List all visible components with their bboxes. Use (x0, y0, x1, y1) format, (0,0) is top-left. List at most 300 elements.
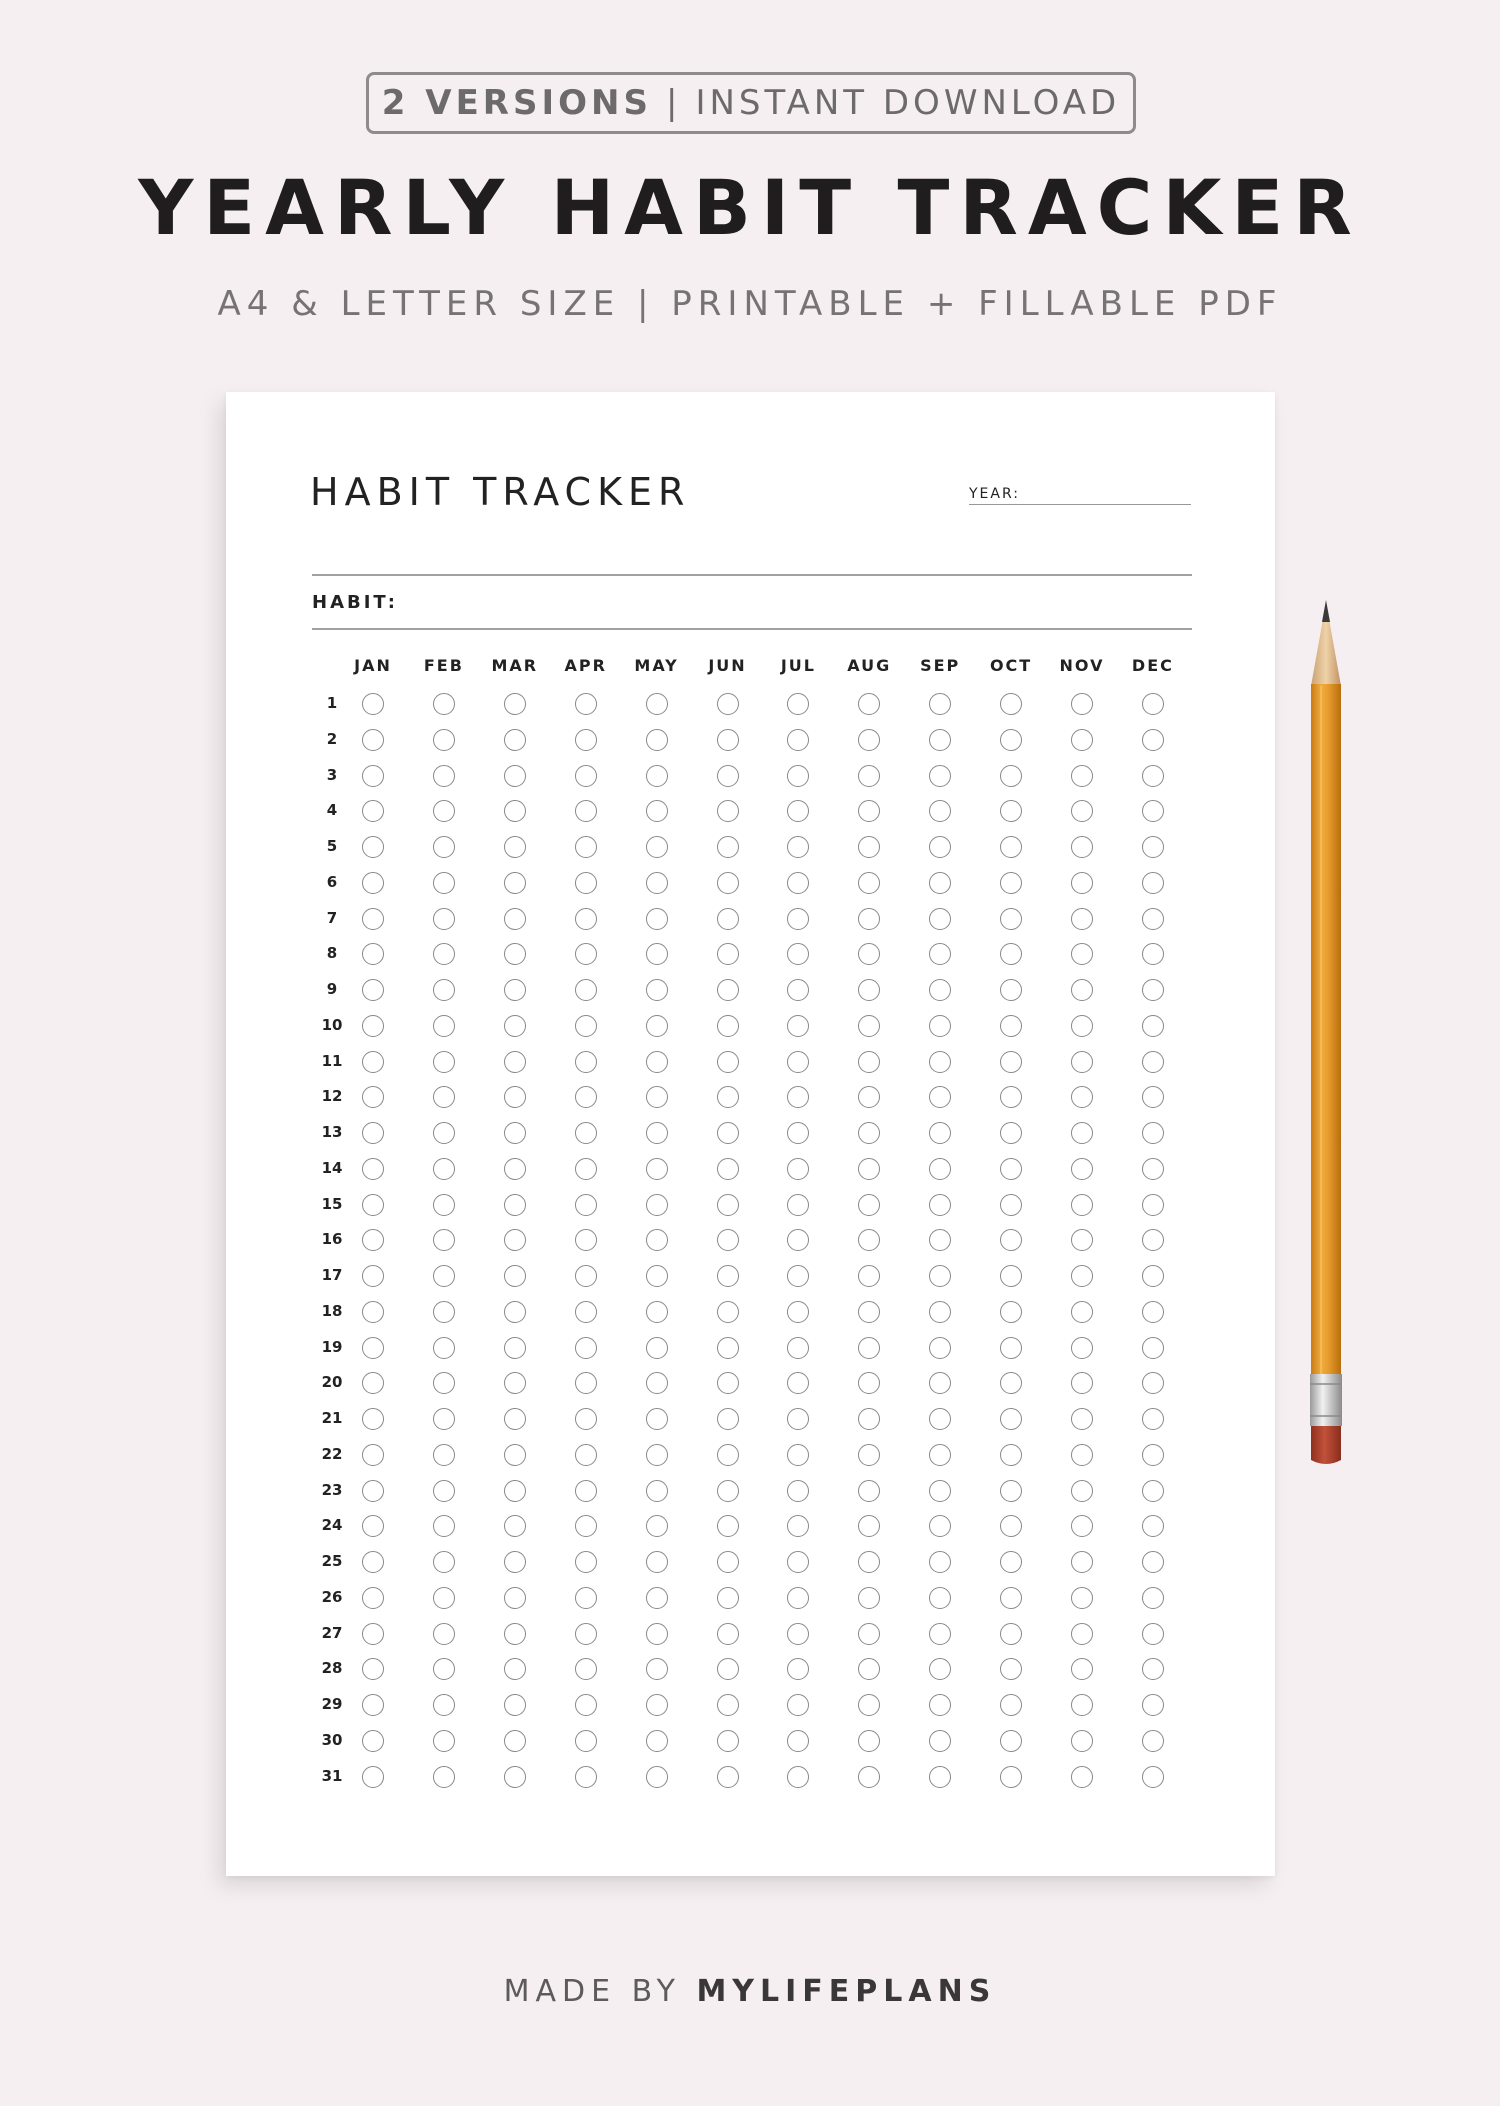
habit-checkbox[interactable] (1071, 1587, 1093, 1609)
habit-checkbox[interactable] (362, 1623, 384, 1645)
habit-checkbox[interactable] (1071, 1265, 1093, 1287)
habit-checkbox[interactable] (575, 1730, 597, 1752)
habit-checkbox[interactable] (504, 1086, 526, 1108)
habit-checkbox[interactable] (575, 1337, 597, 1359)
habit-checkbox[interactable] (858, 943, 880, 965)
habit-checkbox[interactable] (929, 1694, 951, 1716)
habit-checkbox[interactable] (504, 729, 526, 751)
habit-checkbox[interactable] (787, 1158, 809, 1180)
habit-checkbox[interactable] (433, 1730, 455, 1752)
habit-checkbox[interactable] (929, 1086, 951, 1108)
habit-checkbox[interactable] (717, 1658, 739, 1680)
habit-checkbox[interactable] (575, 1408, 597, 1430)
habit-checkbox[interactable] (1000, 872, 1022, 894)
habit-checkbox[interactable] (362, 1766, 384, 1788)
habit-checkbox[interactable] (362, 765, 384, 787)
habit-checkbox[interactable] (858, 693, 880, 715)
habit-checkbox[interactable] (433, 693, 455, 715)
habit-checkbox[interactable] (858, 836, 880, 858)
habit-checkbox[interactable] (1000, 1194, 1022, 1216)
habit-checkbox[interactable] (1000, 1372, 1022, 1394)
habit-checkbox[interactable] (646, 1515, 668, 1537)
habit-checkbox[interactable] (433, 908, 455, 930)
habit-checkbox[interactable] (575, 693, 597, 715)
habit-checkbox[interactable] (362, 1051, 384, 1073)
habit-checkbox[interactable] (433, 1658, 455, 1680)
habit-checkbox[interactable] (575, 1372, 597, 1394)
habit-checkbox[interactable] (929, 1408, 951, 1430)
habit-checkbox[interactable] (787, 1480, 809, 1502)
habit-checkbox[interactable] (858, 1766, 880, 1788)
habit-checkbox[interactable] (929, 872, 951, 894)
habit-checkbox[interactable] (858, 1051, 880, 1073)
habit-checkbox[interactable] (504, 765, 526, 787)
habit-checkbox[interactable] (646, 765, 668, 787)
habit-checkbox[interactable] (1142, 1051, 1164, 1073)
habit-checkbox[interactable] (858, 1623, 880, 1645)
habit-checkbox[interactable] (1000, 1051, 1022, 1073)
habit-checkbox[interactable] (1000, 979, 1022, 1001)
habit-checkbox[interactable] (1142, 1372, 1164, 1394)
habit-checkbox[interactable] (1071, 1194, 1093, 1216)
habit-checkbox[interactable] (1000, 1408, 1022, 1430)
habit-checkbox[interactable] (1071, 943, 1093, 965)
habit-checkbox[interactable] (1000, 1229, 1022, 1251)
habit-checkbox[interactable] (433, 1301, 455, 1323)
habit-checkbox[interactable] (433, 1766, 455, 1788)
habit-checkbox[interactable] (575, 1444, 597, 1466)
habit-checkbox[interactable] (646, 693, 668, 715)
habit-checkbox[interactable] (1142, 1122, 1164, 1144)
habit-checkbox[interactable] (433, 1444, 455, 1466)
habit-checkbox[interactable] (929, 1551, 951, 1573)
habit-checkbox[interactable] (1071, 1051, 1093, 1073)
habit-checkbox[interactable] (717, 765, 739, 787)
habit-checkbox[interactable] (1000, 729, 1022, 751)
habit-checkbox[interactable] (362, 1015, 384, 1037)
habit-checkbox[interactable] (1142, 1623, 1164, 1645)
habit-checkbox[interactable] (362, 1122, 384, 1144)
habit-checkbox[interactable] (646, 1122, 668, 1144)
habit-checkbox[interactable] (433, 1194, 455, 1216)
habit-checkbox[interactable] (433, 1372, 455, 1394)
habit-checkbox[interactable] (433, 765, 455, 787)
habit-checkbox[interactable] (646, 1658, 668, 1680)
habit-checkbox[interactable] (433, 1337, 455, 1359)
habit-checkbox[interactable] (1142, 1658, 1164, 1680)
habit-checkbox[interactable] (929, 1015, 951, 1037)
habit-checkbox[interactable] (1000, 1122, 1022, 1144)
habit-checkbox[interactable] (646, 943, 668, 965)
habit-checkbox[interactable] (717, 1194, 739, 1216)
habit-checkbox[interactable] (433, 1623, 455, 1645)
habit-checkbox[interactable] (1000, 1158, 1022, 1180)
habit-checkbox[interactable] (1142, 1551, 1164, 1573)
habit-checkbox[interactable] (504, 1372, 526, 1394)
habit-checkbox[interactable] (929, 1515, 951, 1537)
habit-checkbox[interactable] (717, 1372, 739, 1394)
habit-checkbox[interactable] (362, 1694, 384, 1716)
habit-checkbox[interactable] (646, 1766, 668, 1788)
habit-checkbox[interactable] (858, 800, 880, 822)
habit-checkbox[interactable] (433, 1122, 455, 1144)
habit-checkbox[interactable] (646, 1444, 668, 1466)
habit-checkbox[interactable] (858, 1158, 880, 1180)
habit-checkbox[interactable] (1071, 1551, 1093, 1573)
habit-checkbox[interactable] (1142, 765, 1164, 787)
habit-checkbox[interactable] (929, 908, 951, 930)
habit-checkbox[interactable] (787, 1229, 809, 1251)
habit-checkbox[interactable] (504, 1730, 526, 1752)
habit-checkbox[interactable] (433, 943, 455, 965)
habit-checkbox[interactable] (362, 836, 384, 858)
habit-checkbox[interactable] (646, 1623, 668, 1645)
habit-checkbox[interactable] (575, 1551, 597, 1573)
habit-checkbox[interactable] (1142, 1337, 1164, 1359)
habit-checkbox[interactable] (575, 1694, 597, 1716)
habit-checkbox[interactable] (575, 836, 597, 858)
habit-checkbox[interactable] (787, 872, 809, 894)
habit-checkbox[interactable] (717, 1337, 739, 1359)
habit-checkbox[interactable] (575, 1194, 597, 1216)
habit-checkbox[interactable] (362, 1229, 384, 1251)
habit-checkbox[interactable] (1142, 943, 1164, 965)
habit-checkbox[interactable] (1000, 800, 1022, 822)
habit-checkbox[interactable] (646, 1051, 668, 1073)
habit-checkbox[interactable] (504, 943, 526, 965)
habit-checkbox[interactable] (1071, 1623, 1093, 1645)
habit-checkbox[interactable] (929, 1730, 951, 1752)
habit-checkbox[interactable] (929, 1623, 951, 1645)
habit-checkbox[interactable] (575, 979, 597, 1001)
habit-checkbox[interactable] (717, 943, 739, 965)
habit-checkbox[interactable] (646, 872, 668, 894)
habit-checkbox[interactable] (362, 1480, 384, 1502)
habit-checkbox[interactable] (504, 1158, 526, 1180)
habit-checkbox[interactable] (717, 1587, 739, 1609)
habit-checkbox[interactable] (787, 979, 809, 1001)
habit-checkbox[interactable] (646, 836, 668, 858)
habit-checkbox[interactable] (1071, 1408, 1093, 1430)
habit-checkbox[interactable] (504, 800, 526, 822)
habit-checkbox[interactable] (362, 1658, 384, 1680)
habit-checkbox[interactable] (717, 1158, 739, 1180)
habit-checkbox[interactable] (1000, 1694, 1022, 1716)
habit-checkbox[interactable] (787, 1194, 809, 1216)
habit-checkbox[interactable] (929, 943, 951, 965)
habit-checkbox[interactable] (1142, 1694, 1164, 1716)
habit-checkbox[interactable] (362, 872, 384, 894)
habit-checkbox[interactable] (1071, 765, 1093, 787)
habit-checkbox[interactable] (1142, 1015, 1164, 1037)
habit-checkbox[interactable] (504, 1623, 526, 1645)
habit-checkbox[interactable] (1142, 1301, 1164, 1323)
habit-checkbox[interactable] (362, 693, 384, 715)
habit-checkbox[interactable] (717, 872, 739, 894)
habit-checkbox[interactable] (1071, 872, 1093, 894)
habit-checkbox[interactable] (575, 1015, 597, 1037)
habit-checkbox[interactable] (929, 1194, 951, 1216)
habit-checkbox[interactable] (575, 1658, 597, 1680)
habit-checkbox[interactable] (717, 1694, 739, 1716)
habit-checkbox[interactable] (929, 693, 951, 715)
habit-checkbox[interactable] (717, 1730, 739, 1752)
habit-checkbox[interactable] (858, 729, 880, 751)
habit-checkbox[interactable] (504, 1551, 526, 1573)
habit-checkbox[interactable] (717, 1623, 739, 1645)
habit-checkbox[interactable] (646, 1730, 668, 1752)
habit-checkbox[interactable] (787, 1051, 809, 1073)
habit-checkbox[interactable] (1071, 800, 1093, 822)
habit-checkbox[interactable] (787, 1015, 809, 1037)
habit-checkbox[interactable] (717, 836, 739, 858)
habit-checkbox[interactable] (646, 1015, 668, 1037)
habit-checkbox[interactable] (929, 800, 951, 822)
habit-checkbox[interactable] (1142, 693, 1164, 715)
habit-checkbox[interactable] (575, 1301, 597, 1323)
habit-checkbox[interactable] (646, 1229, 668, 1251)
habit-checkbox[interactable] (575, 1229, 597, 1251)
habit-checkbox[interactable] (575, 1265, 597, 1287)
habit-checkbox[interactable] (858, 1694, 880, 1716)
habit-checkbox[interactable] (1142, 979, 1164, 1001)
habit-checkbox[interactable] (717, 1051, 739, 1073)
habit-checkbox[interactable] (646, 800, 668, 822)
habit-checkbox[interactable] (504, 1587, 526, 1609)
habit-checkbox[interactable] (433, 1158, 455, 1180)
habit-checkbox[interactable] (717, 693, 739, 715)
habit-checkbox[interactable] (1142, 800, 1164, 822)
habit-checkbox[interactable] (433, 800, 455, 822)
habit-checkbox[interactable] (575, 729, 597, 751)
habit-checkbox[interactable] (1142, 1730, 1164, 1752)
habit-checkbox[interactable] (1071, 1694, 1093, 1716)
habit-checkbox[interactable] (575, 1587, 597, 1609)
habit-checkbox[interactable] (646, 1694, 668, 1716)
habit-checkbox[interactable] (504, 1337, 526, 1359)
habit-checkbox[interactable] (787, 836, 809, 858)
habit-checkbox[interactable] (646, 729, 668, 751)
habit-checkbox[interactable] (787, 1122, 809, 1144)
habit-checkbox[interactable] (858, 1122, 880, 1144)
habit-checkbox[interactable] (1142, 1408, 1164, 1430)
habit-checkbox[interactable] (1000, 1301, 1022, 1323)
habit-checkbox[interactable] (504, 1122, 526, 1144)
habit-checkbox[interactable] (1000, 1587, 1022, 1609)
habit-checkbox[interactable] (646, 1301, 668, 1323)
habit-checkbox[interactable] (575, 1158, 597, 1180)
habit-checkbox[interactable] (504, 1444, 526, 1466)
habit-checkbox[interactable] (858, 1551, 880, 1573)
habit-checkbox[interactable] (787, 800, 809, 822)
habit-checkbox[interactable] (362, 729, 384, 751)
habit-checkbox[interactable] (1000, 1015, 1022, 1037)
habit-checkbox[interactable] (575, 908, 597, 930)
habit-checkbox[interactable] (504, 1480, 526, 1502)
habit-checkbox[interactable] (1000, 836, 1022, 858)
habit-checkbox[interactable] (929, 1766, 951, 1788)
habit-checkbox[interactable] (1142, 1229, 1164, 1251)
habit-checkbox[interactable] (1000, 1658, 1022, 1680)
habit-checkbox[interactable] (504, 1015, 526, 1037)
habit-checkbox[interactable] (646, 1158, 668, 1180)
habit-checkbox[interactable] (1071, 1086, 1093, 1108)
habit-checkbox[interactable] (1000, 908, 1022, 930)
habit-checkbox[interactable] (929, 1301, 951, 1323)
habit-checkbox[interactable] (787, 1587, 809, 1609)
habit-checkbox[interactable] (1071, 1229, 1093, 1251)
habit-checkbox[interactable] (1000, 1623, 1022, 1645)
habit-checkbox[interactable] (1000, 1086, 1022, 1108)
habit-checkbox[interactable] (858, 765, 880, 787)
habit-checkbox[interactable] (717, 1265, 739, 1287)
habit-checkbox[interactable] (362, 979, 384, 1001)
habit-checkbox[interactable] (929, 979, 951, 1001)
habit-checkbox[interactable] (646, 1194, 668, 1216)
habit-checkbox[interactable] (646, 908, 668, 930)
habit-checkbox[interactable] (787, 1301, 809, 1323)
habit-checkbox[interactable] (1000, 765, 1022, 787)
habit-checkbox[interactable] (787, 1086, 809, 1108)
habit-checkbox[interactable] (646, 1337, 668, 1359)
habit-checkbox[interactable] (504, 1408, 526, 1430)
habit-checkbox[interactable] (1071, 1015, 1093, 1037)
habit-checkbox[interactable] (646, 1480, 668, 1502)
habit-checkbox[interactable] (1071, 908, 1093, 930)
habit-checkbox[interactable] (1000, 1515, 1022, 1537)
habit-checkbox[interactable] (929, 836, 951, 858)
habit-checkbox[interactable] (1071, 1730, 1093, 1752)
habit-checkbox[interactable] (362, 1337, 384, 1359)
habit-checkbox[interactable] (717, 1408, 739, 1430)
habit-checkbox[interactable] (362, 800, 384, 822)
habit-checkbox[interactable] (929, 1158, 951, 1180)
habit-checkbox[interactable] (1142, 1587, 1164, 1609)
habit-checkbox[interactable] (858, 1408, 880, 1430)
habit-checkbox[interactable] (646, 1086, 668, 1108)
habit-checkbox[interactable] (717, 800, 739, 822)
habit-checkbox[interactable] (362, 1086, 384, 1108)
habit-checkbox[interactable] (433, 1515, 455, 1537)
habit-checkbox[interactable] (929, 729, 951, 751)
habit-checkbox[interactable] (717, 1015, 739, 1037)
habit-checkbox[interactable] (504, 836, 526, 858)
habit-checkbox[interactable] (1142, 1158, 1164, 1180)
habit-checkbox[interactable] (575, 1515, 597, 1537)
habit-checkbox[interactable] (929, 1480, 951, 1502)
habit-checkbox[interactable] (646, 1265, 668, 1287)
habit-checkbox[interactable] (575, 1766, 597, 1788)
habit-checkbox[interactable] (717, 1301, 739, 1323)
habit-checkbox[interactable] (1142, 1194, 1164, 1216)
habit-checkbox[interactable] (504, 908, 526, 930)
habit-checkbox[interactable] (1071, 1766, 1093, 1788)
habit-checkbox[interactable] (787, 693, 809, 715)
habit-checkbox[interactable] (1000, 1766, 1022, 1788)
habit-checkbox[interactable] (929, 1658, 951, 1680)
habit-checkbox[interactable] (787, 1444, 809, 1466)
habit-checkbox[interactable] (433, 872, 455, 894)
habit-checkbox[interactable] (1142, 1480, 1164, 1502)
habit-checkbox[interactable] (787, 1623, 809, 1645)
habit-checkbox[interactable] (646, 1408, 668, 1430)
habit-checkbox[interactable] (362, 1730, 384, 1752)
habit-checkbox[interactable] (575, 800, 597, 822)
habit-checkbox[interactable] (575, 1051, 597, 1073)
habit-checkbox[interactable] (362, 1587, 384, 1609)
habit-checkbox[interactable] (787, 1408, 809, 1430)
habit-checkbox[interactable] (1142, 836, 1164, 858)
habit-checkbox[interactable] (504, 1766, 526, 1788)
habit-checkbox[interactable] (858, 1444, 880, 1466)
habit-checkbox[interactable] (858, 1658, 880, 1680)
habit-checkbox[interactable] (433, 1265, 455, 1287)
habit-checkbox[interactable] (504, 1694, 526, 1716)
habit-checkbox[interactable] (433, 1015, 455, 1037)
habit-checkbox[interactable] (1071, 1444, 1093, 1466)
habit-checkbox[interactable] (433, 1587, 455, 1609)
habit-checkbox[interactable] (1071, 1301, 1093, 1323)
habit-checkbox[interactable] (717, 1122, 739, 1144)
habit-checkbox[interactable] (1000, 1551, 1022, 1573)
habit-checkbox[interactable] (1071, 1480, 1093, 1502)
habit-checkbox[interactable] (787, 1694, 809, 1716)
habit-checkbox[interactable] (575, 765, 597, 787)
habit-checkbox[interactable] (504, 872, 526, 894)
habit-checkbox[interactable] (1000, 1337, 1022, 1359)
habit-checkbox[interactable] (1142, 1515, 1164, 1537)
habit-checkbox[interactable] (362, 1194, 384, 1216)
habit-checkbox[interactable] (646, 1587, 668, 1609)
habit-checkbox[interactable] (717, 979, 739, 1001)
habit-checkbox[interactable] (929, 1372, 951, 1394)
habit-checkbox[interactable] (575, 1623, 597, 1645)
habit-checkbox[interactable] (575, 943, 597, 965)
habit-checkbox[interactable] (1000, 1444, 1022, 1466)
habit-checkbox[interactable] (717, 1766, 739, 1788)
habit-checkbox[interactable] (1071, 1122, 1093, 1144)
habit-checkbox[interactable] (575, 1086, 597, 1108)
habit-checkbox[interactable] (433, 729, 455, 751)
habit-checkbox[interactable] (858, 1015, 880, 1037)
habit-checkbox[interactable] (929, 1265, 951, 1287)
habit-checkbox[interactable] (1142, 1265, 1164, 1287)
habit-checkbox[interactable] (717, 1086, 739, 1108)
habit-checkbox[interactable] (1071, 1515, 1093, 1537)
habit-checkbox[interactable] (433, 1551, 455, 1573)
habit-checkbox[interactable] (717, 1480, 739, 1502)
habit-checkbox[interactable] (575, 1122, 597, 1144)
habit-checkbox[interactable] (433, 1086, 455, 1108)
habit-checkbox[interactable] (1071, 1658, 1093, 1680)
habit-checkbox[interactable] (929, 1587, 951, 1609)
habit-checkbox[interactable] (1142, 1086, 1164, 1108)
habit-checkbox[interactable] (646, 1551, 668, 1573)
habit-checkbox[interactable] (717, 908, 739, 930)
habit-checkbox[interactable] (858, 1480, 880, 1502)
habit-checkbox[interactable] (433, 836, 455, 858)
habit-checkbox[interactable] (504, 1051, 526, 1073)
habit-checkbox[interactable] (504, 1301, 526, 1323)
habit-checkbox[interactable] (433, 1480, 455, 1502)
habit-checkbox[interactable] (787, 1372, 809, 1394)
habit-checkbox[interactable] (1142, 872, 1164, 894)
habit-checkbox[interactable] (858, 1730, 880, 1752)
habit-checkbox[interactable] (504, 693, 526, 715)
habit-checkbox[interactable] (433, 1694, 455, 1716)
habit-checkbox[interactable] (1000, 1265, 1022, 1287)
habit-checkbox[interactable] (362, 1444, 384, 1466)
